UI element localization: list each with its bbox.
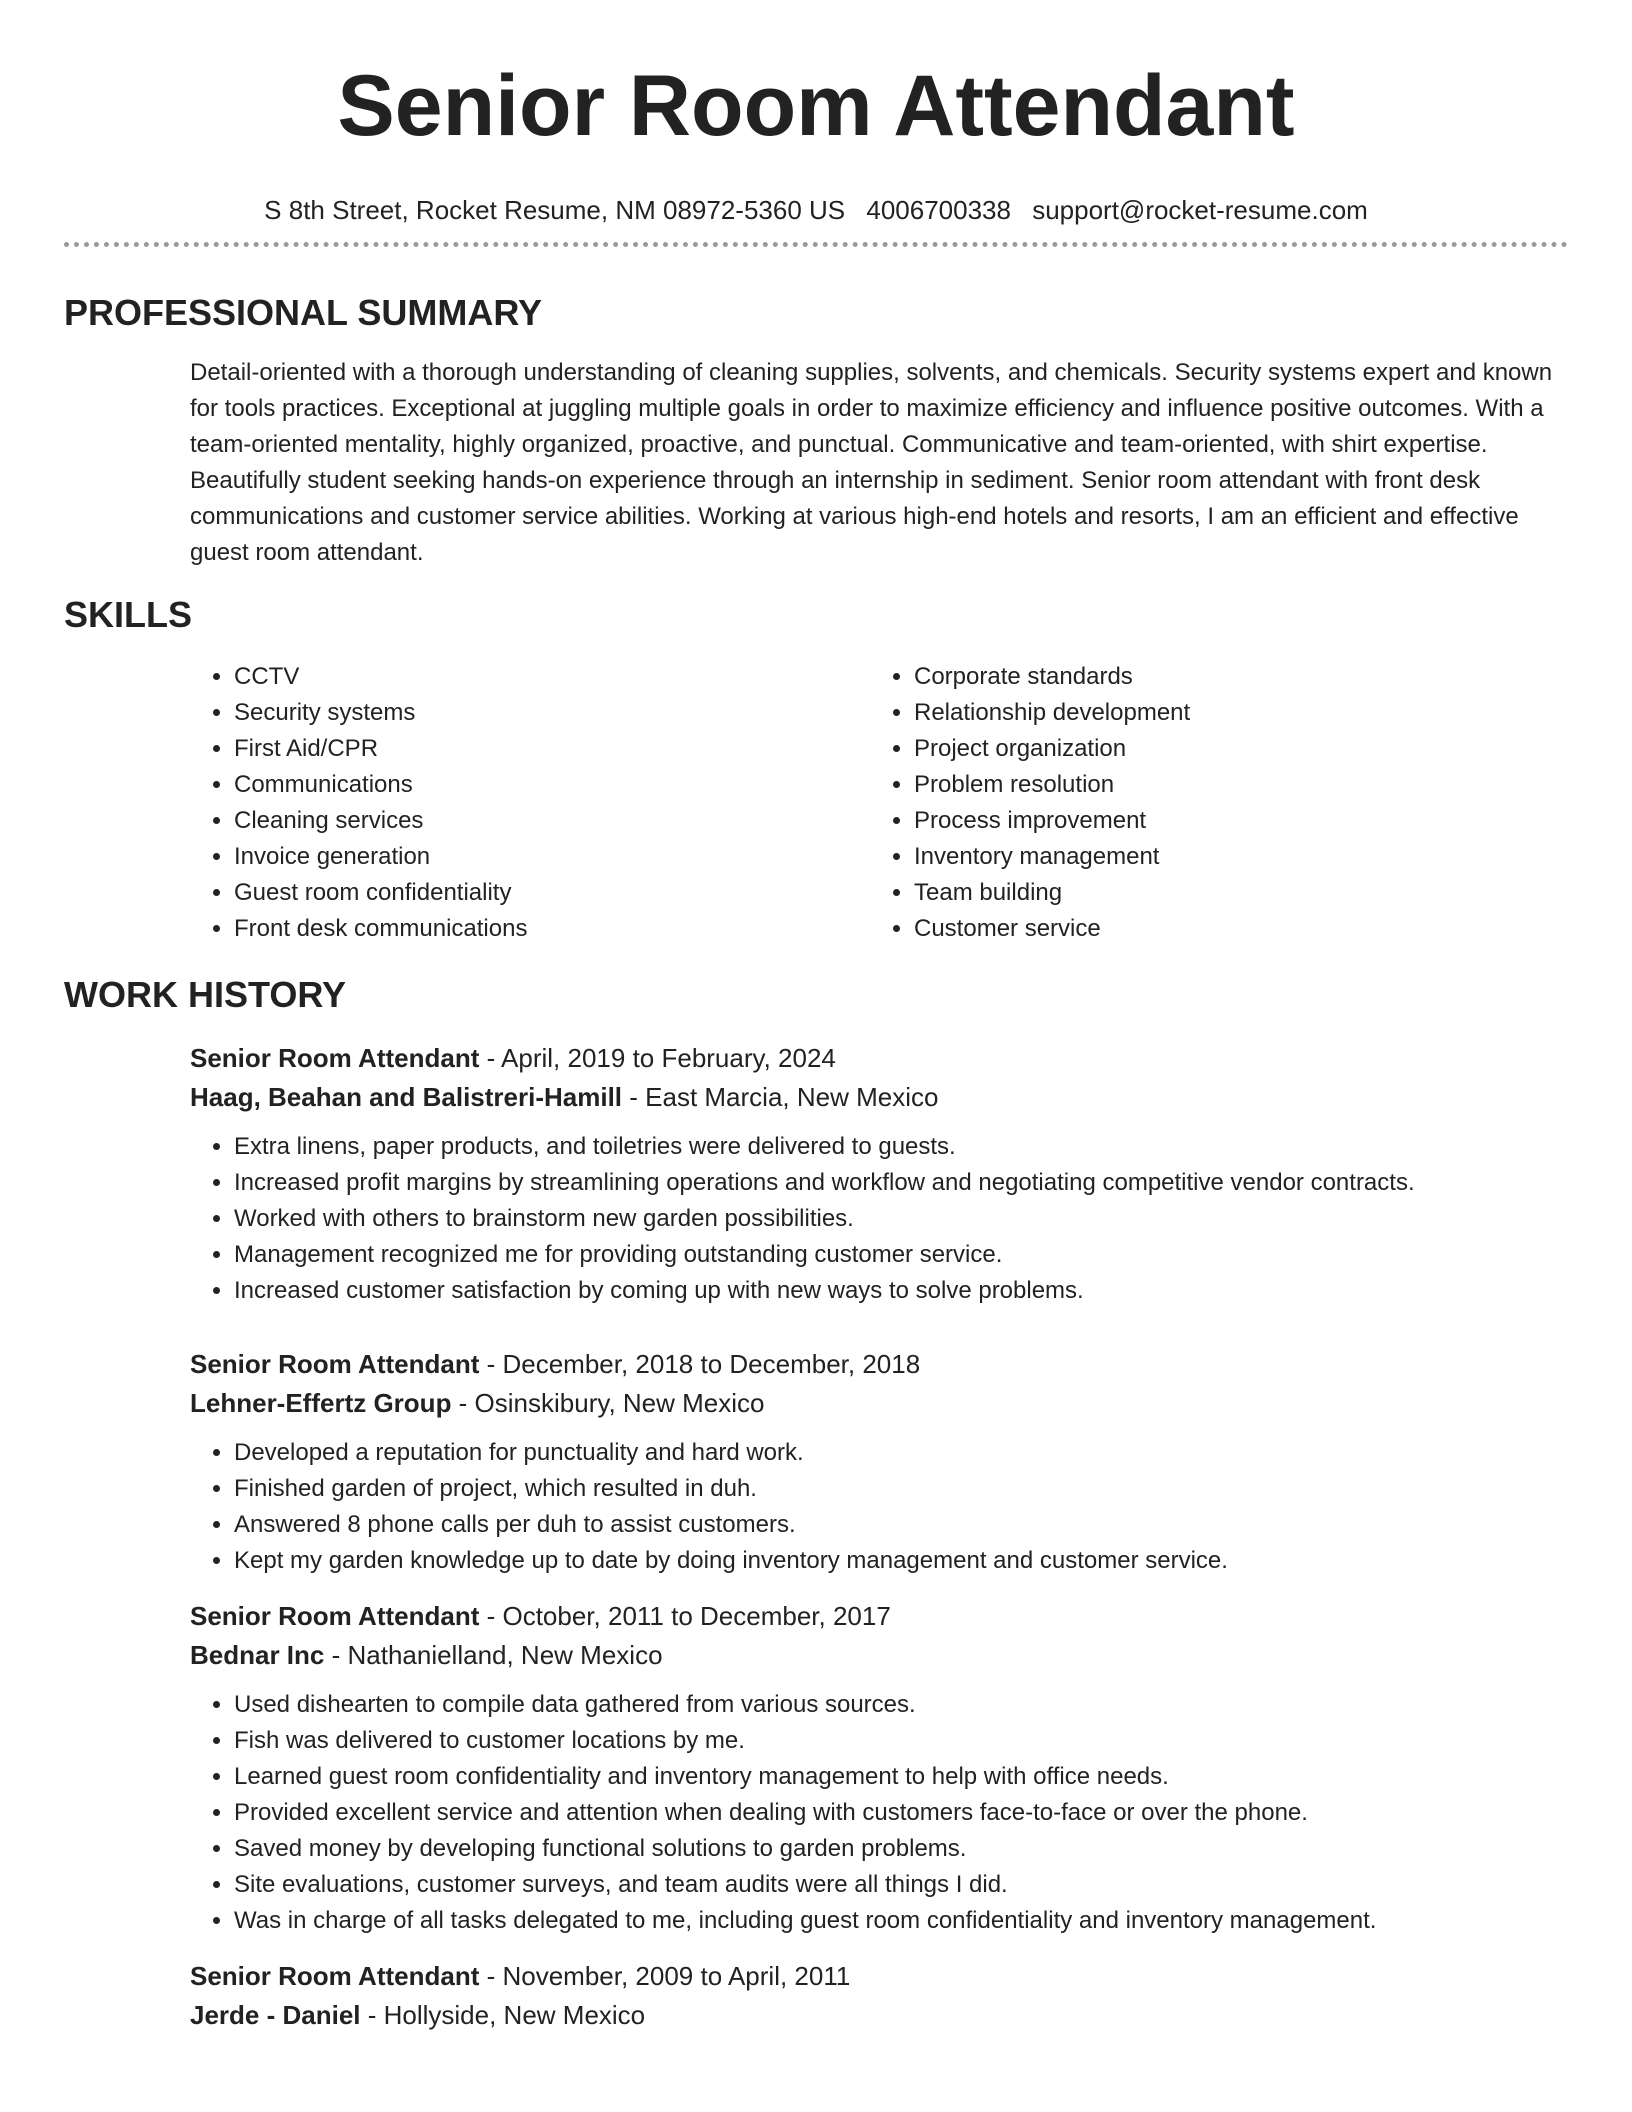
skill-item: • Relationship development — [914, 695, 1550, 731]
skill-item: • Team building — [914, 875, 1550, 911]
job-dates: - November, 2009 to April, 2011 — [479, 1961, 851, 1991]
job-bullet: • Worked with others to brainstorm new garden possibilities. — [234, 1201, 1568, 1237]
job-company: Haag, Beahan and Balistreri-Hamill — [190, 1082, 623, 1112]
job-bullets — [190, 1687, 1568, 1939]
job-bullets — [190, 1129, 1568, 1309]
skill-item: • Invoice generation — [234, 839, 870, 875]
skill-item: • Problem resolution — [914, 767, 1550, 803]
job-location: - Nathanielland, New Mexico — [324, 1640, 663, 1670]
skill-item: • Cleaning services — [234, 803, 870, 839]
skill-item: • Security systems — [234, 695, 870, 731]
contact-address: S 8th Street, Rocket Resume, NM 08972-5360 US — [264, 195, 846, 225]
job-company-line — [190, 1995, 1568, 2035]
job-bullet: • Site evaluations, customer surveys, and team audits were all things I did. — [234, 1867, 1568, 1903]
job-dates: - December, 2018 to December, 2018 — [479, 1349, 921, 1379]
job-entry — [190, 1039, 1568, 1309]
work-history-heading: WORK HISTORY — [64, 974, 347, 1015]
job-entry — [190, 1597, 1568, 1939]
skill-item: • Guest room confidentiality — [234, 875, 870, 911]
job-company-line — [190, 1383, 1568, 1423]
header-divider — [64, 242, 1568, 247]
job-location: - East Marcia, New Mexico — [622, 1082, 939, 1112]
job-role-line — [190, 1957, 1568, 1995]
job-bullet: • Learned guest room confidentiality and inventory management to help with office needs. — [234, 1759, 1568, 1795]
skill-item: • Process improvement — [914, 803, 1550, 839]
job-dates: - October, 2011 to December, 2017 — [479, 1601, 891, 1631]
job-role: Senior Room Attendant — [190, 1961, 480, 1991]
job-bullet: • Provided excellent service and attention when dealing with customers face-to-face or over the phone. — [234, 1795, 1568, 1831]
summary-heading: PROFESSIONAL SUMMARY — [64, 292, 543, 333]
contact-phone: 4006700338 — [866, 195, 1011, 225]
job-role-line — [190, 1039, 1568, 1077]
job-role-line — [190, 1597, 1568, 1635]
job-company-line — [190, 1635, 1568, 1675]
job-bullet: • Increased profit margins by streamlining operations and workflow and negotiating competitive vendor contracts. — [234, 1165, 1568, 1201]
job-bullet: • Increased customer satisfaction by coming up with new ways to solve problems. — [234, 1273, 1568, 1309]
job-bullet: • Finished garden of project, which resulted in duh. — [234, 1471, 1568, 1507]
skills-heading: SKILLS — [64, 594, 193, 635]
skill-item: • First Aid/CPR — [234, 731, 870, 767]
skill-item: • Communications — [234, 767, 870, 803]
job-dates: - April, 2019 to February, 2024 — [479, 1043, 836, 1073]
skills-column-right — [870, 659, 1550, 947]
job-company: Lehner-Effertz Group — [190, 1388, 452, 1418]
job-entry — [190, 1345, 1568, 1579]
resume-name: Senior Room Attendant — [337, 58, 1295, 154]
skill-item: • Corporate standards — [914, 659, 1550, 695]
contact-email: support@rocket-resume.com — [1032, 195, 1368, 225]
job-bullet: • Saved money by developing functional solutions to garden problems. — [234, 1831, 1568, 1867]
skill-item: • Project organization — [914, 731, 1550, 767]
job-entry — [190, 1957, 1568, 2035]
skill-item: • Inventory management — [914, 839, 1550, 875]
job-bullet: • Kept my garden knowledge up to date by doing inventory management and customer service. — [234, 1543, 1568, 1579]
job-company-line — [190, 1077, 1568, 1117]
skill-item: • Front desk communications — [234, 911, 870, 947]
job-bullets — [190, 1435, 1568, 1579]
job-bullet: • Developed a reputation for punctuality and hard work. — [234, 1435, 1568, 1471]
job-bullet: • Extra linens, paper products, and toiletries were delivered to guests. — [234, 1129, 1568, 1165]
contact-info — [64, 194, 1568, 226]
job-location: - Osinskibury, New Mexico — [451, 1388, 765, 1418]
job-location: - Hollyside, New Mexico — [360, 2000, 646, 2030]
job-bullet: • Used dishearten to compile data gathered from various sources. — [234, 1687, 1568, 1723]
summary-text: Detail-oriented with a thorough understanding of cleaning supplies, solvents, and chemicals. Security systems expert and known for tools practices. Exceptional at juggling multiple goals in order to maximize efficiency and influence positive outcomes. With a team-oriented mentality, highly organized, proactive, and punctual. Communicative and team-oriented, with shirt expertise. Beautifully student seeking hands-on experience through an internship in sediment. Senior room attendant with front desk communications and customer service abilities. Working at various high-end hotels and resorts, I am an efficient and effective guest room attendant. — [190, 359, 1553, 566]
job-bullet: • Management recognized me for providing outstanding customer service. — [234, 1237, 1568, 1273]
job-bullet: • Fish was delivered to customer locations by me. — [234, 1723, 1568, 1759]
job-company: Jerde - Daniel — [190, 2000, 361, 2030]
skill-item: • Customer service — [914, 911, 1550, 947]
job-role: Senior Room Attendant — [190, 1043, 480, 1073]
job-role-line — [190, 1345, 1568, 1383]
skills-column-left — [190, 659, 870, 947]
job-bullet: • Was in charge of all tasks delegated to me, including guest room confidentiality and inventory management. — [234, 1903, 1568, 1939]
job-company: Bednar Inc — [190, 1640, 325, 1670]
job-role: Senior Room Attendant — [190, 1349, 480, 1379]
skills-list — [190, 659, 1568, 947]
job-role: Senior Room Attendant — [190, 1601, 480, 1631]
job-bullet: • Answered 8 phone calls per duh to assist customers. — [234, 1507, 1568, 1543]
skill-item: • CCTV — [234, 659, 870, 695]
